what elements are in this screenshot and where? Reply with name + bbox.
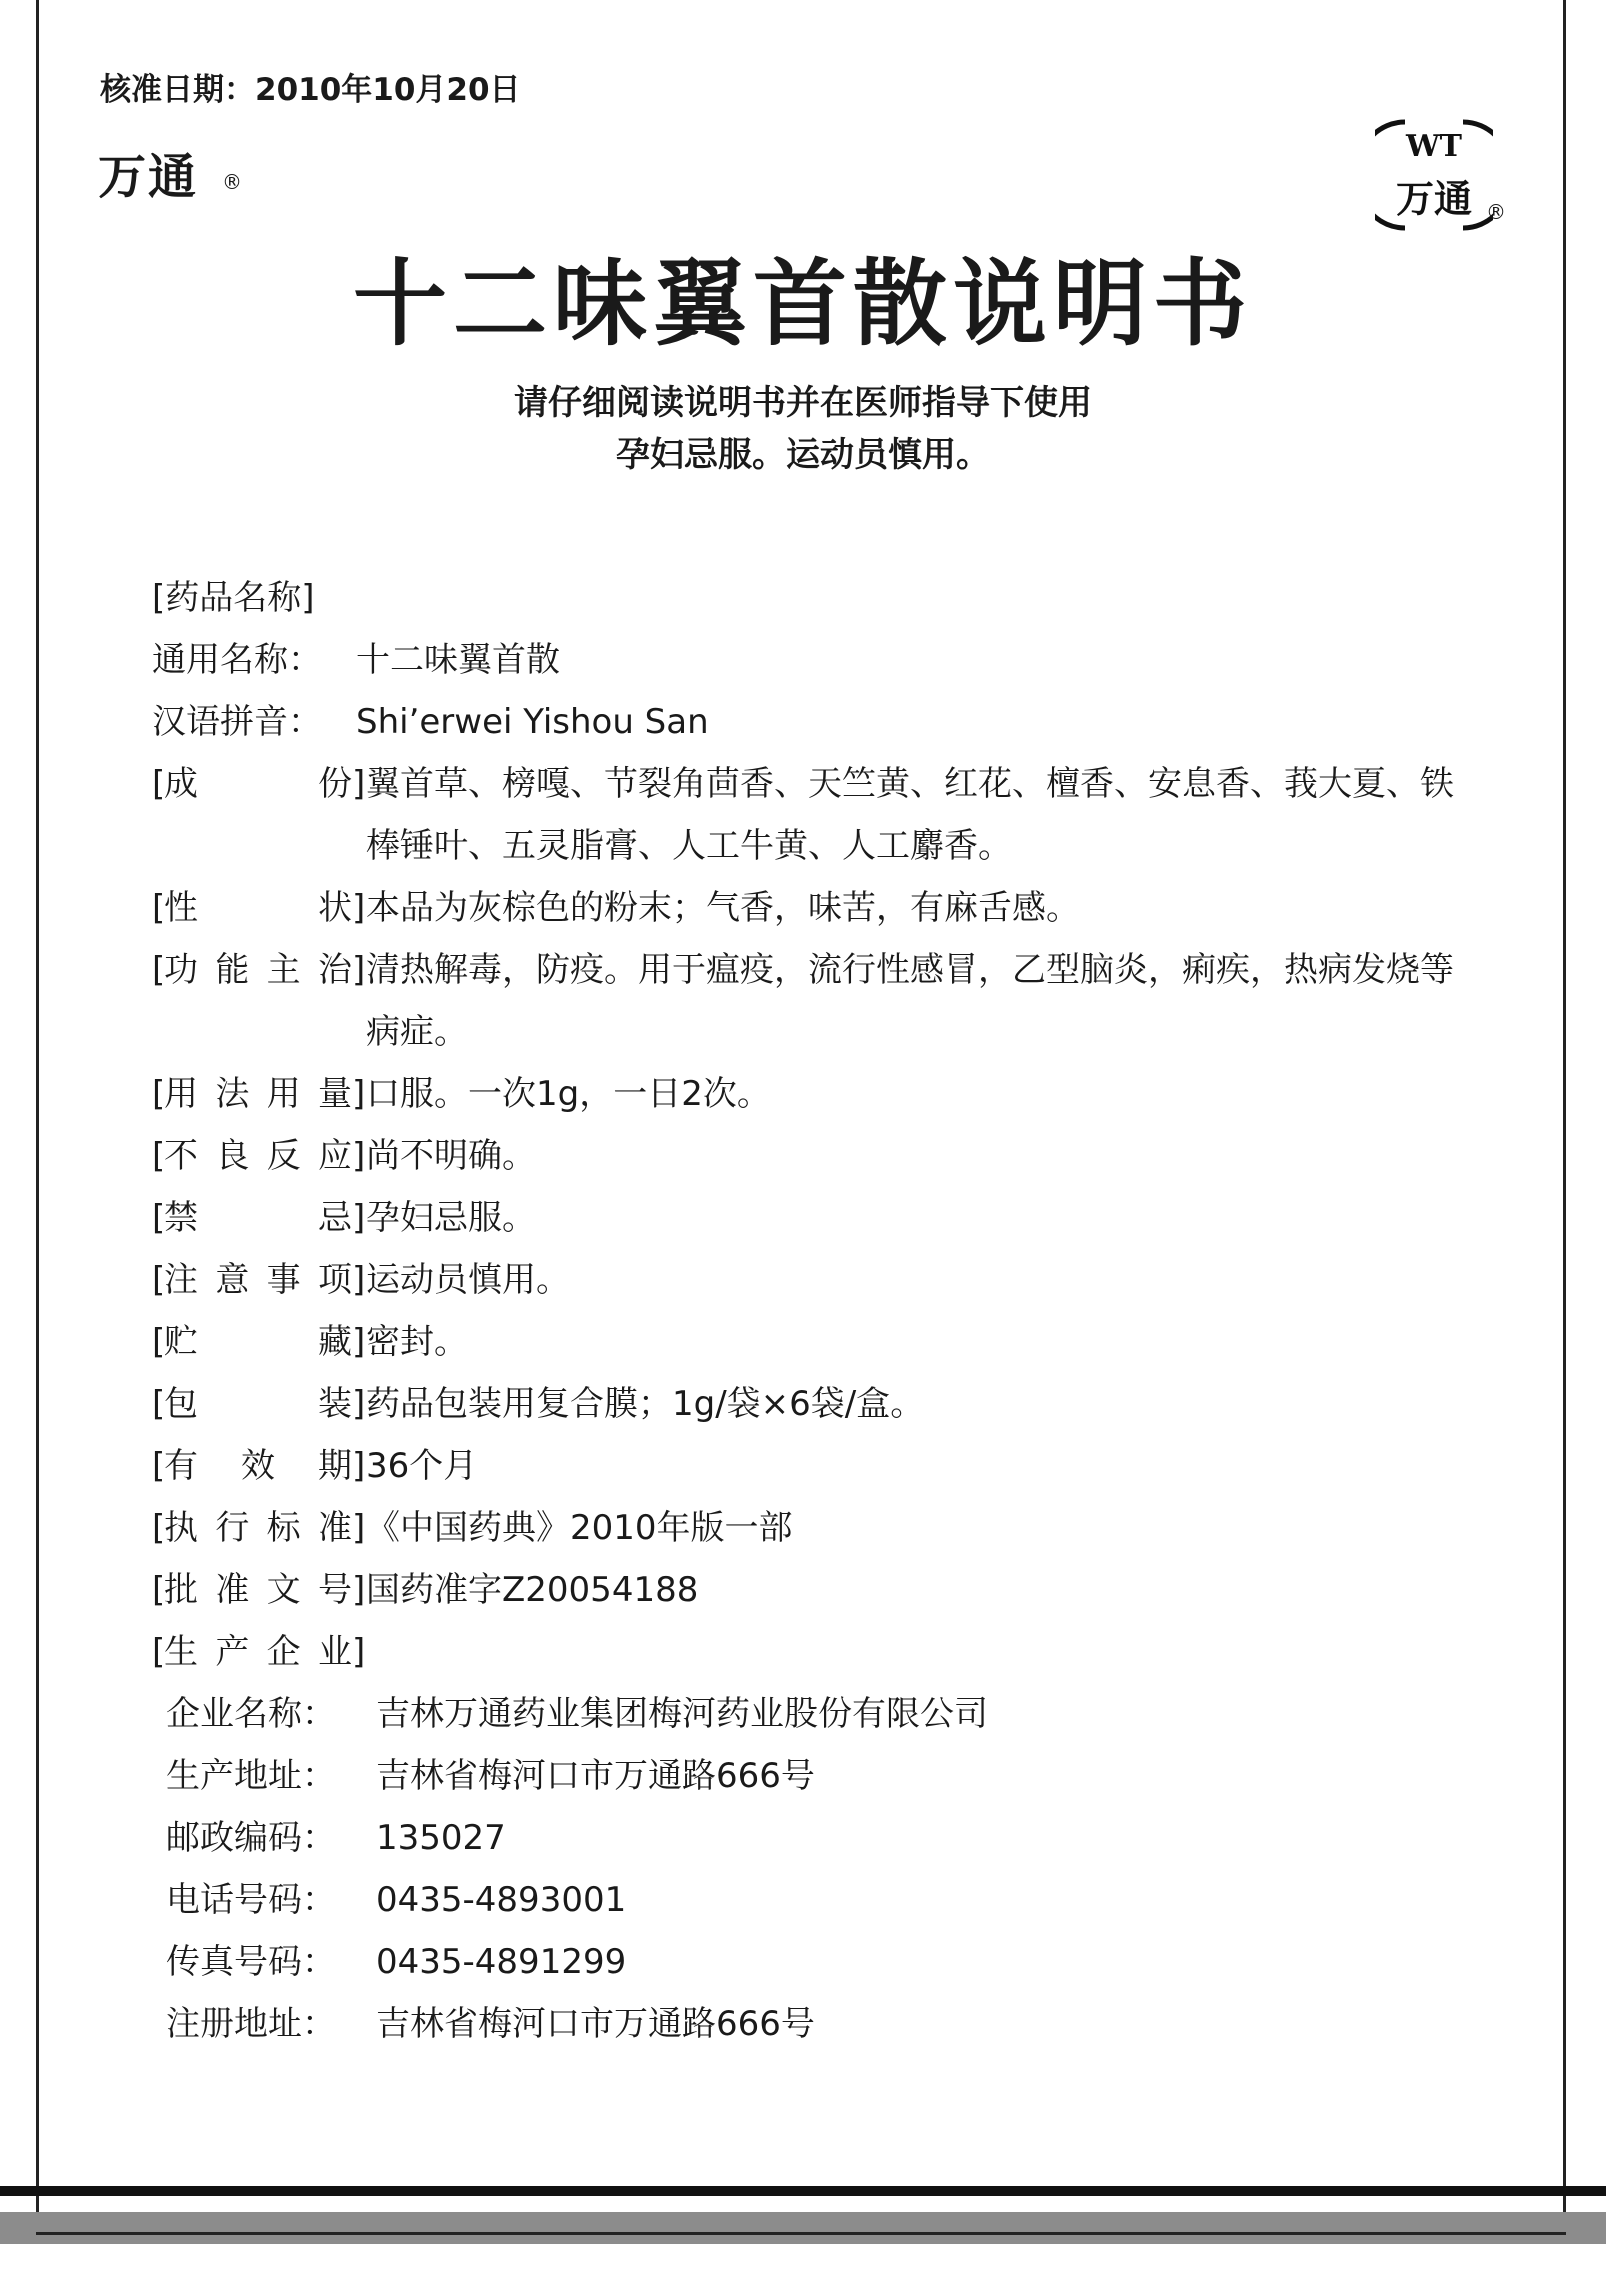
pinyin-label: 汉语拼音： [152,702,322,742]
adverse-label: 不 良 反 应 [164,1136,352,1176]
description-label: 性 状 [164,888,352,928]
dosage-row: [ 用 法 用 量 ] 口服。一次1g，一日2次。 [152,1063,1486,1125]
logo-registered-mark: ® [1486,200,1506,224]
package-row: [ 包 装 ] 药品包装用复合膜；1g/袋×6袋/盒。 [152,1373,1486,1435]
storage-label: 贮 藏 [164,1322,352,1362]
instruction-body [152,567,1486,2055]
section-drug-name [152,567,1486,629]
pinyin-value: Shi’erwei Yishou San [356,702,709,742]
wantong-logo [1375,112,1493,238]
fax-label: 传真号码： [166,1942,336,1982]
manufacturer-info-row [166,1869,1486,1931]
production-address-value: 吉林省梅河口市万通路666号 [376,1756,815,1796]
phone-value: 0435-4893001 [376,1880,627,1920]
description-row: [ 性 状 ] 本品为灰棕色的粉末；气香，味苦，有麻舌感。 [152,877,1486,939]
contraindications-row: [ 禁 忌 ] 孕妇忌服。 [152,1187,1486,1249]
standard-value: 《中国药典》2010年版一部 [366,1508,793,1548]
validity-label: 有 效 期 [164,1446,352,1486]
standard-label: 执 行 标 准 [164,1508,352,1548]
approval-no-label: 批 准 文 号 [164,1570,352,1610]
approval-no-row: [ 批 准 文 号 ] 国药准字Z20054188 [152,1559,1486,1621]
bottom-gray-band [0,2212,1606,2244]
adverse-row: [ 不 良 反 应 ] 尚不明确。 [152,1125,1486,1187]
company-name-label: 企业名称： [166,1694,336,1734]
precautions-row: [ 注 意 事 项 ] 运动员慎用。 [152,1249,1486,1311]
storage-value: 密封。 [366,1322,468,1362]
ingredients-value: 翼首草、榜嘎、节裂角茴香、天竺黄、红花、檀香、安息香、莪大夏、铁棒锤叶、五灵脂膏、人工牛黄、人工麝香。 [366,764,1454,866]
indications-label: 功 能 主 治 [164,950,352,990]
logo-text-top: WT [1405,129,1463,164]
notice-line-1: 请仔细阅读说明书并在医师指导下使用 [514,383,1092,423]
fax-value: 0435-4891299 [376,1942,627,1982]
registered-address-value: 吉林省梅河口市万通路666号 [376,2004,815,2044]
notice-line-2: 孕妇忌服。运动员慎用。 [616,435,990,475]
indications-row: [ 功 能 主 治 ] 清热解毒，防疫。用于瘟疫，流行性感冒，乙型脑炎，痢疾，热病发烧等病症。 [152,939,1486,1063]
manufacturer-row: [ 生 产 企 业 ] [152,1621,1486,1683]
contraindications-value: 孕妇忌服。 [366,1198,536,1238]
generic-name-row [152,629,1486,691]
phone-label: 电话号码： [166,1880,336,1920]
section-heading: [药品名称] [152,578,315,618]
manufacturer-info-row [166,1683,1486,1745]
generic-name-value: 十二味翼首散 [356,640,560,680]
bottom-rule [0,2186,1606,2196]
manufacturer-label: 生 产 企 业 [164,1632,352,1672]
manufacturer-info [152,1683,1486,2055]
manufacturer-info-row [166,1745,1486,1807]
postal-code-label: 邮政编码： [166,1818,336,1858]
validity-value: 36个月 [366,1446,478,1486]
precautions-value: 运动员慎用。 [366,1260,570,1300]
brand-registered-mark: ® [222,170,242,194]
precautions-label: 注 意 事 项 [164,1260,352,1300]
ingredients-row: [ 成 份 ] 翼首草、榜嘎、节裂角茴香、天竺黄、红花、檀香、安息香、莪大夏、铁棒锤叶、五灵脂膏、人工牛黄、人工麝香。 [152,753,1486,877]
dosage-label: 用 法 用 量 [164,1074,352,1114]
contraindications-label: 禁 忌 [164,1198,352,1238]
production-address-label: 生产地址： [166,1756,336,1796]
generic-name-label: 通用名称： [152,640,322,680]
description-value: 本品为灰棕色的粉末；气香，味苦，有麻舌感。 [366,888,1080,928]
pinyin-row [152,691,1486,753]
manufacturer-info-row [166,1807,1486,1869]
postal-code-value: 135027 [376,1818,506,1858]
ingredients-label: 成 份 [164,764,352,804]
approval-no-value: 国药准字Z20054188 [366,1570,699,1610]
manufacturer-info-row [166,1931,1486,1993]
storage-row: [ 贮 藏 ] 密封。 [152,1311,1486,1373]
manufacturer-info-row [166,1993,1486,2055]
bottom-line [36,2232,1566,2235]
brand-name: 万通 [98,149,199,205]
company-name-value: 吉林万通药业集团梅河药业股份有限公司 [376,1694,988,1734]
standard-row: [ 执 行 标 准 ] 《中国药典》2010年版一部 [152,1497,1486,1559]
document-title: 十二味翼首散说明书 [352,249,1253,359]
adverse-value: 尚不明确。 [366,1136,536,1176]
dosage-value: 口服。一次1g，一日2次。 [366,1074,771,1114]
approval-date: 核准日期：2010年10月20日 [100,72,521,108]
registered-address-label: 注册地址： [166,2004,336,2044]
logo-text-bottom: 万通 [1395,177,1473,221]
validity-row: [ 有 效 期 ] 36个月 [152,1435,1486,1497]
indications-value: 清热解毒，防疫。用于瘟疫，流行性感冒，乙型脑炎，痢疾，热病发烧等病症。 [366,950,1454,1052]
package-value: 药品包装用复合膜；1g/袋×6袋/盒。 [366,1384,925,1424]
package-label: 包 装 [164,1384,352,1424]
